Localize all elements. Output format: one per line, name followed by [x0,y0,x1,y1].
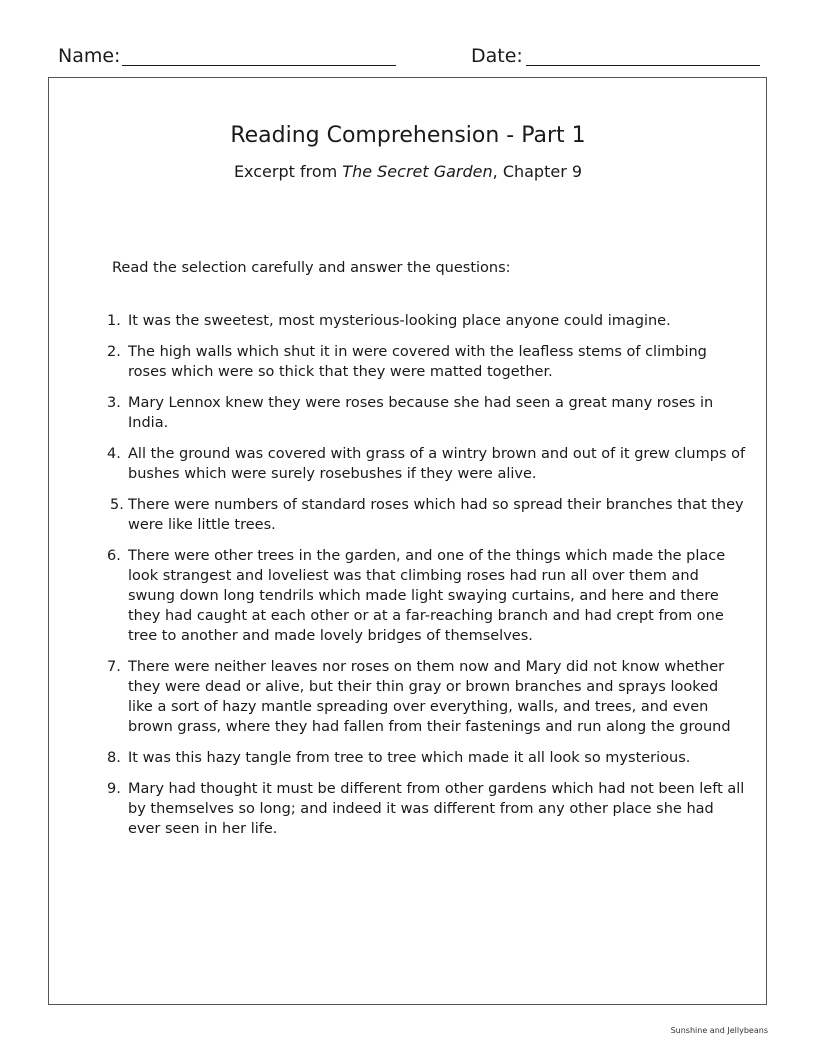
item-text: Mary had thought it must be different from other gardens which had not been left all by themselves so long; and indeed it was different from any other place she had ever seen in her life. [128,781,745,837]
item-number: 8. [107,750,121,766]
item-text: The high walls which shut it in were covered with the leafless stems of climbing roses which were so thick that they were matted together. [128,344,707,380]
date-field[interactable] [471,44,523,68]
date-line[interactable] [526,65,760,66]
list-item [107,311,747,331]
item-text: There were numbers of standard roses which had so spread their branches that they were like little trees. [128,497,744,533]
instructions: Read the selection carefully and answer the questions: [112,260,511,276]
header-row [58,44,763,70]
item-text: Mary Lennox knew they were roses because she had seen a great many roses in India. [128,395,714,431]
item-number: 5. [110,497,124,513]
item-text: It was this hazy tangle from tree to tree which made it all look so mysterious. [128,750,691,766]
page-title: Reading Comprehension - Part 1 [230,123,586,148]
item-number: 1. [107,313,121,329]
subtitle-prefix: Excerpt from [233,162,343,181]
list-item [107,444,747,484]
item-text: All the ground was covered with grass of a wintry brown and out of it grew clumps of bushes which were surely rosebushes if they were alive. [128,446,746,482]
item-number: 3. [107,395,121,411]
name-field[interactable] [58,44,120,68]
item-number: 6. [107,548,121,564]
subtitle-suffix: , Chapter 9 [492,162,583,181]
item-text: There were neither leaves nor roses on them now and Mary did not know whether they were dead or alive, but their thin gray or brown branches and sprays looked like a sort of hazy mantle spreading over everything, walls, and trees, and even brown grass, where they had fallen from their fastenings and run along the ground [128,659,731,735]
item-text: There were other trees in the garden, and one of the things which made the place look strangest and loveliest was that climbing roses had run all over them and swung down long tendrils which made light swaying curtains, and here and there they had caught at each other or at a far-reaching branch and had crept from one tree to another and made lovely bridges of themselves. [128,548,726,644]
list-item [107,748,747,768]
name-line[interactable] [122,65,396,66]
list-item [107,393,747,433]
list-item [107,495,747,535]
list-item [107,546,747,646]
item-number: 2. [107,344,121,360]
page-subtitle [0,161,816,183]
footer-credit: Sunshine and Jellybeans [670,1026,768,1035]
name-label: Name: [58,45,121,67]
item-text: It was the sweetest, most mysterious-looking place anyone could imagine. [128,313,671,329]
item-number: 7. [107,659,121,675]
book-title: The Secret Garden [342,162,493,181]
list-item [107,342,747,382]
item-number: 9. [107,781,121,797]
list-item [107,779,747,839]
item-number: 4. [107,446,121,462]
date-label: Date: [471,45,523,67]
list-item [107,657,747,737]
sentence-list [107,311,747,850]
